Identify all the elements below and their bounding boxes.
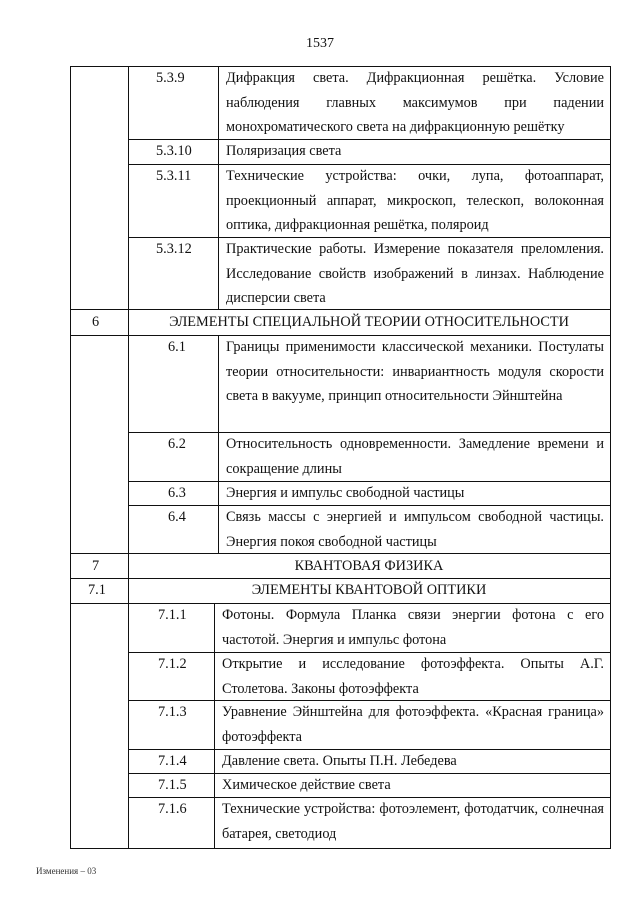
section-code: 7 [92,558,100,574]
column-divider [128,66,129,849]
item-text: Открытие и исследование фотоэффекта. Опыты А.Г. Столетова. Законы фотоэффекта [222,656,604,697]
section-title: ЭЛЕМЕНТЫ СПЕЦИАЛЬНОЙ ТЕОРИИ ОТНОСИТЕЛЬНОСТИ [169,314,569,330]
item-text: Границы применимости классической механики. Постулаты теории относительности: инвариантность модуля скорости света в вакууме, принцип относительности Эйнштейна [226,339,604,404]
item-code: 7.1.2 [158,656,187,672]
section-title: КВАНТОВАЯ ФИЗИКА [294,558,444,574]
item-text: Практические работы. Измерение показателя преломления. Исследование свойств изображений в линзах. Наблюдение дисперсии света [226,241,604,306]
column-divider [70,66,71,849]
item-code: 7.1.4 [158,753,187,769]
item-text: Связь массы с энергией и импульсом свободной частицы. Энергия покоя свободной частицы [226,509,604,550]
item-code: 5.3.9 [156,70,185,86]
item-code: 5.3.10 [156,143,192,159]
item-text: Уравнение Эйнштейна для фотоэффекта. «Красная граница» фотоэффекта [222,704,604,745]
item-code: 6.1 [168,339,186,355]
item-code: 6.2 [168,436,186,452]
subsection-code: 7.1 [88,582,106,598]
row-divider [70,848,611,849]
item-text: Давление света. Опыты П.Н. Лебедева [222,753,457,769]
item-text: Относительность одновременности. Замедление времени и сокращение длины [226,436,604,477]
item-text: Фотоны. Формула Планка связи энергии фотона с его частотой. Энергия и импульс фотона [222,607,604,648]
column-divider [218,66,219,309]
item-code: 5.3.12 [156,241,192,257]
column-divider [214,603,215,848]
item-code: 6.4 [168,509,186,525]
item-text: Технические устройства: очки, лупа, фотоаппарат, проекционный аппарат, микроскоп, телескоп, волоконная оптика, дифракционная решётка, поляроид [226,168,604,233]
item-text: Поляризация света [226,143,342,159]
item-text: Технические устройства: фотоэлемент, фотодатчик, солнечная батарея, светодиод [222,801,604,842]
item-code: 7.1.5 [158,777,187,793]
subsection-title: ЭЛЕМЕНТЫ КВАНТОВОЙ ОПТИКИ [251,582,487,598]
item-text: Энергия и импульс свободной частицы [226,485,465,501]
item-code: 6.3 [168,485,186,501]
item-code: 7.1.6 [158,801,187,817]
item-text: Дифракция света. Дифракционная решётка. Условие наблюдения главных максимумов при падении монохроматического света на дифракционную решётку [226,70,604,135]
item-text: Химическое действие света [222,777,391,793]
column-divider [218,335,219,553]
curriculum-table [70,66,611,849]
section-code: 6 [92,314,100,330]
item-code: 5.3.11 [156,168,192,184]
revision-footer: Изменения – 03 [36,866,97,876]
item-code: 7.1.3 [158,704,187,720]
page-number: 1537 [306,36,334,51]
column-divider [610,66,611,849]
item-code: 7.1.1 [158,607,187,623]
